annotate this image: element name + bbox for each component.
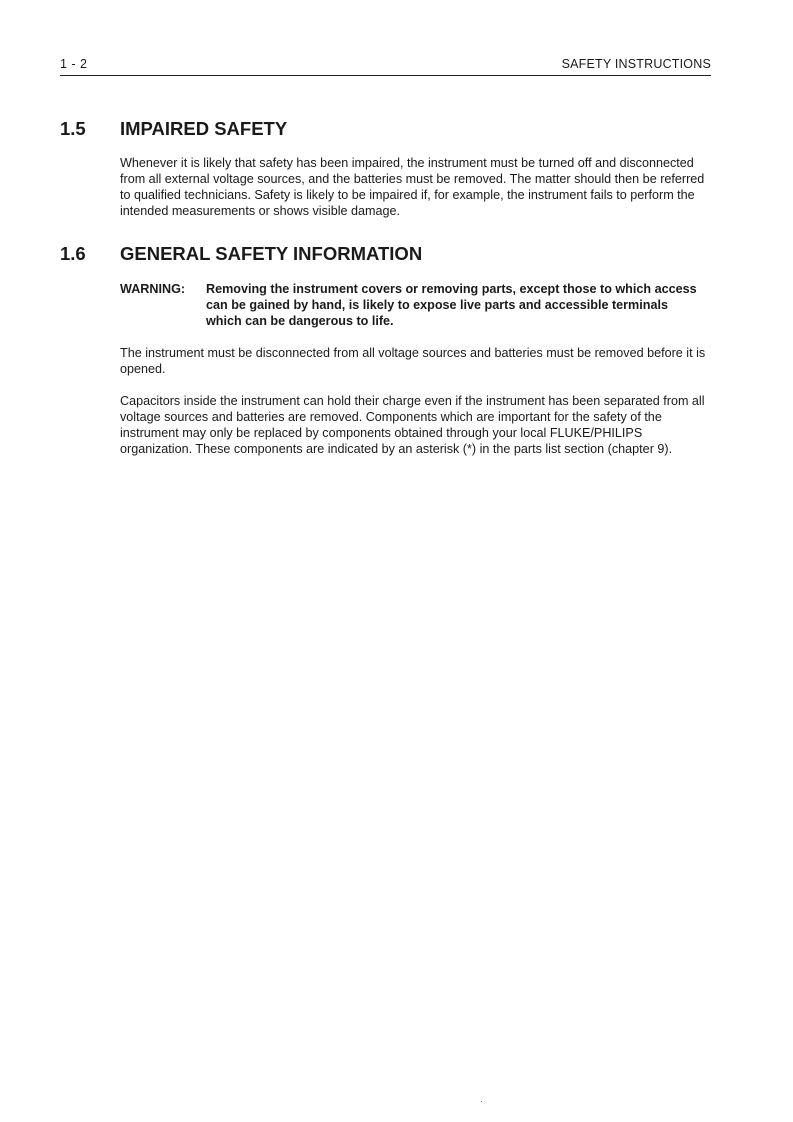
running-title: SAFETY INSTRUCTIONS xyxy=(561,57,711,71)
section-title: GENERAL SAFETY INFORMATION xyxy=(120,243,423,264)
scan-speck xyxy=(481,1101,482,1102)
section-number: 1.5 xyxy=(60,118,86,139)
warning-label: WARNING: xyxy=(120,282,186,296)
page-number: 1 - 2 xyxy=(60,57,88,71)
warning-text: Removing the instrument covers or removing parts, except those to which access can be gained by hand, is likely to expose live parts and accessible terminals which can be dangerous to life. xyxy=(206,282,697,328)
page-header xyxy=(60,57,711,76)
impaired-safety-paragraph: Whenever it is likely that safety has been impaired, the instrument must be turned off and disconnected from all external voltage sources, and the batteries must be removed. The matter should then be referred to qualified technicians. Safety is likely to be impaired if, for example, the instrument fails to perform the intended measurements or shows visible damage. xyxy=(120,156,705,218)
disconnect-paragraph: The instrument must be disconnected from all voltage sources and batteries must be removed before it is opened. xyxy=(120,346,706,376)
section-title: IMPAIRED SAFETY xyxy=(120,118,288,139)
capacitors-paragraph: Capacitors inside the instrument can hold their charge even if the instrument has been separated from all voltage sources and batteries are removed. Components which are important for the safety of the instrument may only be replaced by components obtained through your local FLUKE/PHILIPS organization. These components are indicated by an asterisk (*) in the parts list section (chapter 9). xyxy=(120,394,705,456)
section-number: 1.6 xyxy=(60,243,86,264)
